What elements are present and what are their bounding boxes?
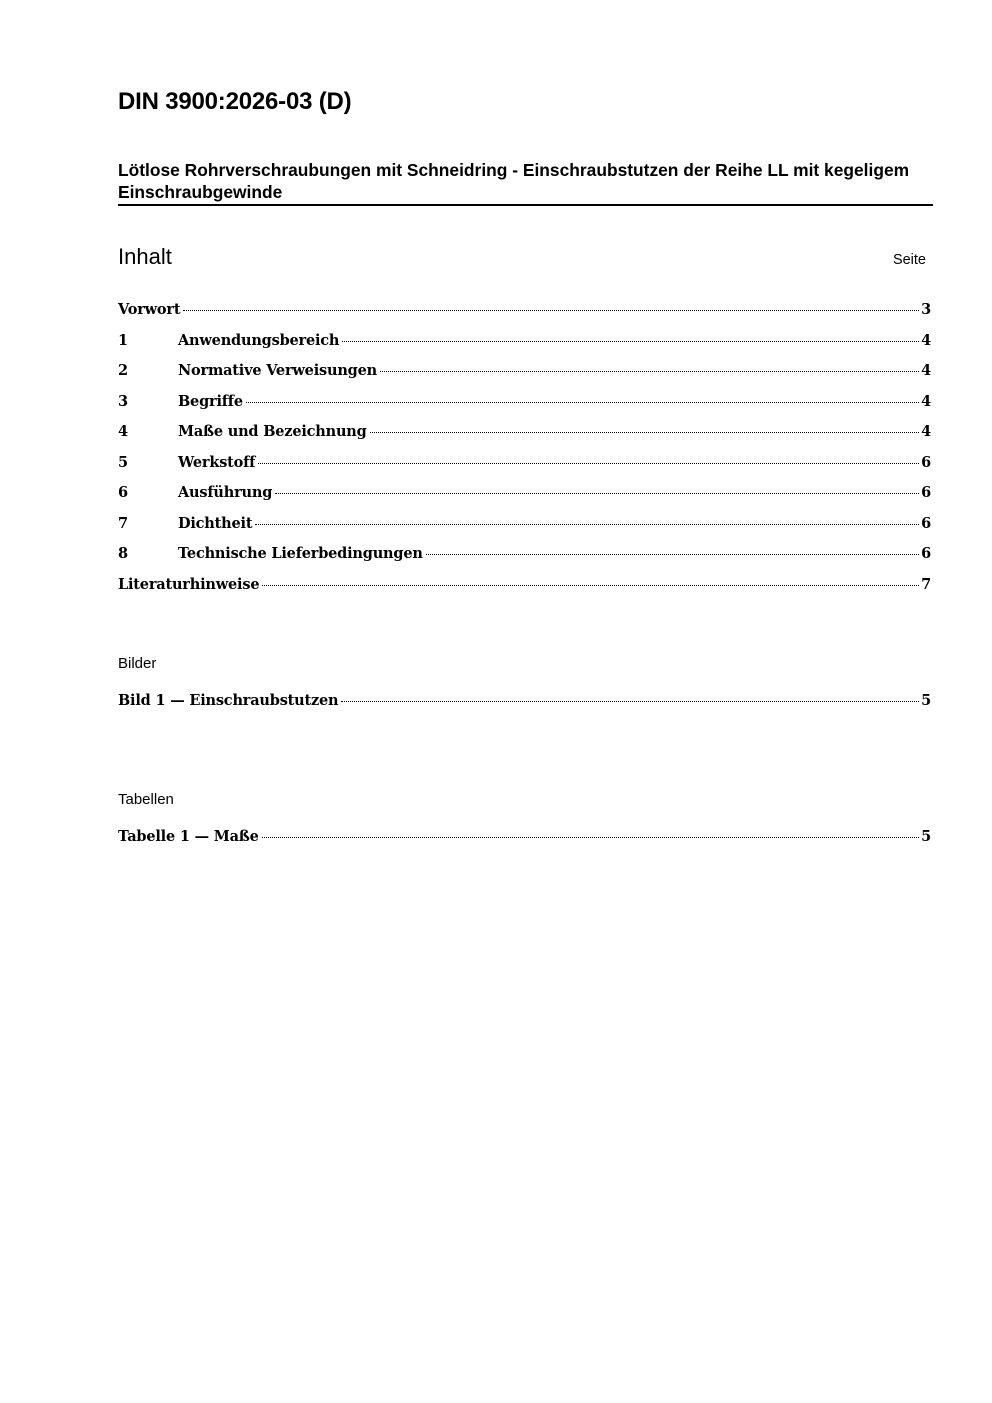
- toc-entry-number: 1: [118, 331, 128, 349]
- toc-entry-number: 6: [118, 484, 128, 501]
- toc-heading: Inhalt: [118, 244, 172, 269]
- toc-entry-page: 6: [921, 484, 931, 501]
- toc-entry-page: 6: [921, 545, 931, 562]
- dot-leader: [262, 837, 919, 838]
- dot-leader: [380, 371, 919, 372]
- tables-list: [118, 828, 931, 859]
- toc-entry-number: 3: [118, 392, 128, 410]
- toc-entry-5[interactable]: [118, 454, 931, 485]
- page-column-label: Seite: [892, 252, 926, 268]
- dot-leader: [183, 310, 919, 311]
- toc-entry-title: Anwendungsbereich: [178, 331, 340, 349]
- figure-entry-page: 5: [921, 692, 931, 709]
- toc-entry-page: 4: [921, 362, 931, 379]
- toc-entry-7[interactable]: [118, 515, 931, 546]
- toc-entry-page: 4: [921, 331, 931, 349]
- dot-leader: [370, 432, 920, 433]
- toc-entry-page: 7: [921, 575, 931, 593]
- toc-entry-title: Vorwort: [118, 301, 181, 318]
- toc-entry-1[interactable]: [118, 332, 931, 363]
- toc-entry-title: Werkstoff: [178, 453, 256, 471]
- toc-list: [118, 301, 931, 606]
- dot-leader: [426, 554, 919, 555]
- table-entry[interactable]: [118, 828, 931, 859]
- toc-entry-6[interactable]: [118, 484, 931, 515]
- toc-entry-vorwort[interactable]: [118, 301, 931, 332]
- table-entry-title: Tabelle 1 — Maße: [118, 828, 259, 845]
- dot-leader: [342, 341, 919, 342]
- dot-leader: [275, 493, 919, 494]
- figures-list: [118, 692, 931, 723]
- toc-entry-page: 3: [921, 301, 931, 318]
- dot-leader: [246, 402, 919, 403]
- toc-entry-2[interactable]: [118, 362, 931, 393]
- tables-heading: Tabellen: [118, 791, 174, 808]
- toc-entry-8[interactable]: [118, 545, 931, 576]
- document-title: DIN 3900:2026-03 (D): [118, 88, 352, 115]
- toc-entry-title: Begriffe: [178, 392, 243, 410]
- toc-entry-4[interactable]: [118, 423, 931, 454]
- toc-entry-number: 8: [118, 545, 128, 562]
- toc-entry-page: 6: [921, 453, 931, 471]
- document-subtitle: Lötlose Rohrverschraubungen mit Schneidring - Einschraubstutzen der Reihe LL mit kegeligem Einschraubgewinde: [118, 159, 933, 206]
- figure-entry-title: Bild 1 — Einschraubstutzen: [118, 692, 339, 709]
- dot-leader: [341, 701, 919, 702]
- toc-entry-title: Maße und Bezeichnung: [178, 423, 367, 440]
- toc-entry-page: 4: [921, 392, 931, 410]
- toc-entry-title: Normative Verweisungen: [178, 362, 377, 379]
- table-entry-page: 5: [921, 828, 931, 845]
- figure-entry[interactable]: [118, 692, 931, 723]
- toc-entry-page: 4: [921, 423, 931, 440]
- toc-entry-number: 4: [118, 423, 128, 440]
- toc-entry-title: Dichtheit: [178, 514, 253, 532]
- toc-entry-number: 7: [118, 514, 128, 532]
- toc-entry-title: Technische Lieferbedingungen: [178, 545, 423, 562]
- toc-header: [118, 244, 926, 270]
- toc-entry-literaturhinweise[interactable]: [118, 576, 931, 607]
- toc-entry-number: 2: [118, 362, 128, 379]
- dot-leader: [255, 524, 919, 525]
- toc-entry-page: 6: [921, 514, 931, 532]
- dot-leader: [258, 463, 919, 464]
- toc-entry-3[interactable]: [118, 393, 931, 424]
- toc-entry-title: Literaturhinweise: [118, 575, 260, 593]
- dot-leader: [262, 585, 919, 586]
- toc-entry-title: Ausführung: [178, 484, 273, 501]
- toc-entry-number: 5: [118, 453, 128, 471]
- figures-heading: Bilder: [118, 655, 157, 672]
